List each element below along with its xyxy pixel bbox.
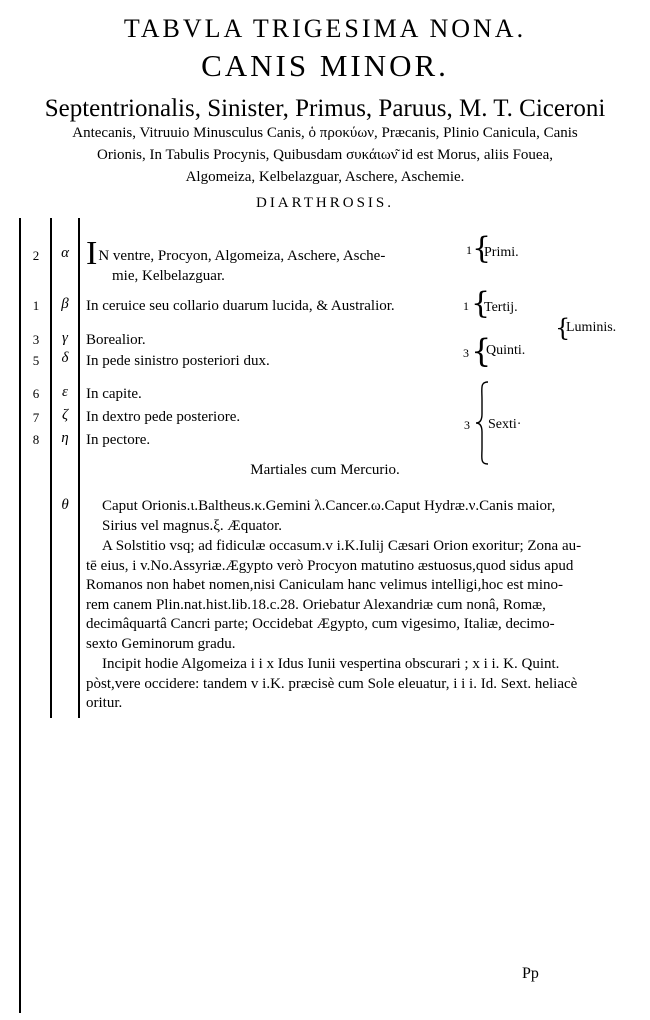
magnitude-number: 3 <box>464 418 470 432</box>
star-letter: η <box>61 430 69 446</box>
star-description: I N ventre, Procyon, Algomeiza, Aschere, Asche- mie, Kelbelazguar. <box>86 235 386 284</box>
star-description: Borealior. <box>86 332 146 348</box>
left-margin-rule <box>19 218 21 1013</box>
star-description: In pede sinistro posteriori dux. <box>86 353 270 369</box>
star-number: 8 <box>32 432 40 447</box>
star-description: In dextro pede posteriore. <box>86 409 241 425</box>
star-letter: β <box>61 296 69 312</box>
theta-marker: θ <box>61 497 69 513</box>
star-number: 3 <box>32 332 40 347</box>
star-description: In capite. <box>86 386 142 402</box>
header-line-3: Orionis, In Tabulis Procynis, Quibusdam συκάιων͂ id est Morus, aliis Fouea, <box>97 147 553 163</box>
temperament-note: Martiales cum Mercurio. <box>250 462 400 478</box>
section-heading: DIARTHROSIS. <box>255 195 395 211</box>
brace-icon: { <box>471 332 492 370</box>
brace-icon: { <box>471 286 491 321</box>
paragraph-algomeiza: Incipit hodie Algomeiza i i x Idus Iunii vespertina obscurari ; x i i. K. Quint. pòst,vere occidere: tandem v i.K. præcisè cum Sole eleuatur, i i i. Id. Sext. heliacè oritur. <box>86 656 578 712</box>
brace-icon: { <box>472 231 492 266</box>
header-line-1: Septentrionalis, Sinister, Primus, Paruus, M. T. Ciceroni <box>44 95 606 122</box>
constellation-title: CANIS MINOR. <box>201 48 449 83</box>
magnitude-label: Tertij. <box>484 300 518 315</box>
magnitude-label: Quinti. <box>486 343 526 358</box>
signature-mark: Pp <box>522 965 539 982</box>
star-description: In ceruice seu collario duarum lucida, & Australior. <box>86 298 395 314</box>
magnitude-label: Sexti· <box>488 417 522 432</box>
header-line-4: Algomeiza, Kelbelazguar, Aschere, Aschemie. <box>185 169 465 185</box>
luminis-label: Luminis. <box>566 320 617 335</box>
star-number: 6 <box>32 386 40 401</box>
star-description: In pectore. <box>86 432 151 448</box>
star-letter: γ <box>62 330 68 346</box>
magnitude-number: 1 <box>463 299 469 313</box>
star-number: 7 <box>32 410 40 425</box>
magnitude-label: Primi. <box>484 245 519 260</box>
brace-icon: { <box>555 314 571 342</box>
star-letter: δ <box>61 350 69 366</box>
star-letter: ε <box>62 384 68 400</box>
star-number: 1 <box>32 298 40 313</box>
paragraph-caput-orionis: Caput Orionis.ι.Baltheus.κ.Gemini λ.Cancer.ω.Caput Hydræ.ν.Canis maior, Sirius vel magnus.ξ. Æquator. <box>102 498 556 534</box>
star-number: 2 <box>32 248 40 263</box>
star-number: 5 <box>32 353 40 368</box>
star-letter: ζ <box>61 407 69 423</box>
drop-cap: I <box>86 235 98 272</box>
magnitude-number: 3 <box>463 346 469 360</box>
magnitude-number: 1 <box>466 243 472 257</box>
paragraph-solstitio: A Solstitio vsq; ad fidiculæ occasum.v i.K.Iulij Cæsari Orion exoritur; Zona au- tē eius, i v.No.Assyriæ.Ægypto verò Procyon matutino æstuosus,quod sidus apud Romanos non habet nomen,nisi Caniculam hanc velimus intelligi,hoc est mino- rem canem Plin.nat.hist.lib.18.c.28. Oriebatur Alexandriæ cum nonâ, Romæ, decimâquartâ Cancri parte; Occidebat Ægypto, cum vigesimo, Italiæ, decimo- sexto Geminorum gradu. <box>86 538 582 652</box>
header-line-2: Antecanis, Vitruuio Minusculus Canis, ὁ προκύων, Præcanis, Plinio Canicula, Canis <box>72 125 578 141</box>
star-letter: α <box>61 245 69 261</box>
table-title: TABVLA TRIGESIMA NONA. <box>123 14 527 43</box>
